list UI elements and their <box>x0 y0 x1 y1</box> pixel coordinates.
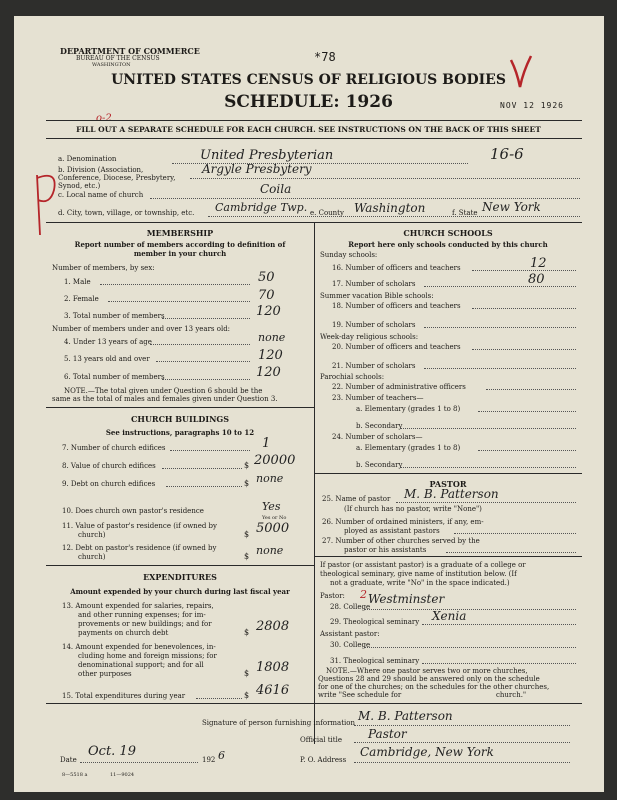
q15-value[interactable]: 4616 <box>256 683 290 698</box>
q13-label-3: provements or new buildings; and for <box>78 620 212 628</box>
q25-value[interactable]: M. B. Patterson <box>404 487 499 501</box>
q10-label: 10. Does church own pastor's residence <box>62 507 204 515</box>
q11-label-2: church) <box>78 531 106 539</box>
pastor-red-mark: 2 <box>360 588 367 601</box>
q5-value[interactable]: 120 <box>258 348 283 363</box>
official-title-value[interactable]: Pastor <box>368 727 407 741</box>
q25-label: 25. Name of pastor <box>322 495 391 503</box>
serial-number: *78 <box>314 50 336 64</box>
city-label: d. City, town, village, or township, etc. <box>58 209 195 217</box>
q14-value[interactable]: 1808 <box>256 660 290 675</box>
q24a-label: a. Elementary (grades 1 to 8) <box>356 444 461 452</box>
official-title-label: Official title <box>300 736 342 744</box>
membership-subtitle-2: member in your church <box>133 249 227 258</box>
q24-label: 24. Number of scholars— <box>332 433 423 441</box>
instruction-banner: FILL OUT A SEPARATE SCHEDULE FOR EACH CHURCH. SEE INSTRUCTIONS ON THE BACK OF THIS SHEET <box>76 125 541 134</box>
buildings-subtitle: See instructions, paragraphs 10 to 12 <box>105 428 255 437</box>
q26-label: 26. Number of ordained ministers, if any, em- <box>322 518 484 526</box>
q16-label: 16. Number of officers and teachers <box>332 264 461 272</box>
county-label: e. County <box>310 209 344 217</box>
q2-label: 2. Female <box>64 295 99 303</box>
schools-subtitle: Report here only schools conducted by this church <box>348 240 548 249</box>
q13-label-2: and other running expenses; for im- <box>78 611 206 619</box>
by-sex-label: Number of members, by sex: <box>52 264 155 272</box>
q30-label: 30. College <box>330 641 371 649</box>
yes-no-hint: Yes or No <box>262 515 287 521</box>
q19-label: 19. Number of scholars <box>332 321 416 329</box>
pastor-note: NOTE.—Where one pastor serves two or more churches, <box>326 667 528 675</box>
state-value[interactable]: New York <box>482 200 541 214</box>
q12-value[interactable]: none <box>256 544 284 557</box>
q15-label: 15. Total expenditures during year <box>62 692 186 700</box>
q31-label: 31. Theological seminary <box>330 657 420 665</box>
q14-label-4: other purposes <box>78 670 132 678</box>
q4-label: 4. Under 13 years of age <box>64 338 152 346</box>
state-label: f. State <box>452 209 478 217</box>
weekday-label: Week-day religious schools: <box>320 333 419 341</box>
received-stamp: NOV 12 1926 <box>500 101 564 110</box>
pastor-instruction-2: theological seminary, give name of institution below. (If <box>320 570 517 578</box>
form-title: UNITED STATES CENSUS OF RELIGIOUS BODIES <box>111 72 506 88</box>
q12-label-2: church) <box>78 553 106 561</box>
form-number: 8—5518 a <box>62 772 88 778</box>
parochial-label: Parochial schools: <box>320 373 385 381</box>
q11-label: 11. Value of pastor's residence (if owned by <box>62 522 217 530</box>
q7-label: 7. Number of church edifices <box>62 444 166 452</box>
schools-title: CHURCH SCHOOLS <box>403 228 493 238</box>
q27-label: 27. Number of other churches served by the <box>322 537 480 545</box>
q8-value[interactable]: 20000 <box>254 453 296 468</box>
schedule-title: SCHEDULE: 1926 <box>224 92 393 112</box>
department-label: DEPARTMENT OF COMMERCE <box>60 46 200 56</box>
buildings-title: CHURCH BUILDINGS <box>131 414 229 424</box>
q10-value[interactable]: Yes <box>262 500 281 513</box>
q13-value[interactable]: 2808 <box>256 619 290 634</box>
membership-title: MEMBERSHIP <box>146 228 214 238</box>
q28-label: 28. College <box>330 603 371 611</box>
q6-value[interactable]: 120 <box>256 365 281 380</box>
expenditures-title: EXPENDITURES <box>143 572 217 582</box>
q29-label: 29. Theological seminary <box>330 618 420 626</box>
signature-label: Signature of person furnishing information <box>202 719 356 727</box>
q11-value[interactable]: 5000 <box>256 521 290 536</box>
pastor-note-3: for one of the churches; on the schedules for the other churches, <box>318 683 550 691</box>
q25-note: (If church has no pastor, write "None") <box>344 505 482 513</box>
q9-value[interactable]: none <box>256 472 284 485</box>
membership-note-2: same as the total of males and females given under Question 3. <box>52 395 278 403</box>
pastor-title: PASTOR <box>429 479 467 489</box>
q12-label: 12. Debt on pastor's residence (if owned by <box>62 544 217 552</box>
pastor-note-4: write "See schedule for <box>318 691 402 699</box>
q14-label-2: cluding home and foreign missions; for <box>78 652 217 660</box>
po-address-value[interactable]: Cambridge, New York <box>360 745 494 759</box>
q20-label: 20. Number of officers and teachers <box>332 343 461 351</box>
q3-label: 3. Total number of members <box>64 312 165 320</box>
division-label: b. Division (Association, Conference, Diocese, Presbytery, Synod, etc.) <box>58 166 176 190</box>
expenditures-subtitle: Amount expended by your church during last fiscal year <box>70 587 290 596</box>
q2-value[interactable]: 70 <box>258 288 275 303</box>
q23a-label: a. Elementary (grades 1 to 8) <box>356 405 461 413</box>
po-address-label: P. O. Address <box>300 756 347 764</box>
q24b-label: b. Secondary <box>356 461 403 469</box>
date-label: Date <box>60 756 77 764</box>
church-name-value[interactable]: Coila <box>260 182 292 196</box>
denomination-code: 16-6 <box>490 145 524 163</box>
q3-value[interactable]: 120 <box>256 304 281 319</box>
city-label: WASHINGTON <box>92 62 131 68</box>
q29-value[interactable]: Xenia <box>432 609 467 623</box>
pastor-instruction: If pastor (or assistant pastor) is a graduate of a college or <box>320 561 526 569</box>
q7-value[interactable]: 1 <box>262 436 271 451</box>
city-value[interactable]: Cambridge Twp. <box>215 201 308 214</box>
q13-label-4: payments on church debt <box>78 629 169 637</box>
pastor-note-2: Questions 28 and 29 should be answered only on the schedule <box>318 675 540 683</box>
q23-label: 23. Number of teachers— <box>332 394 424 402</box>
form-number-2: 11—9024 <box>110 772 135 778</box>
q8-label: 8. Value of church edifices <box>62 462 156 470</box>
q26-label-2: ployed as assistant pastors <box>344 527 440 535</box>
q21-label: 21. Number of scholars <box>332 362 416 370</box>
red-p-annotation-icon <box>28 150 60 240</box>
q27-label-2: pastor or his assistants <box>344 546 427 554</box>
q18-label: 18. Number of officers and teachers <box>332 302 461 310</box>
year-digit[interactable]: 6 <box>218 749 225 762</box>
q5-label: 5. 13 years old and over <box>64 355 150 363</box>
county-value[interactable]: Washington <box>354 201 426 215</box>
division-value[interactable]: Argyle Presbytery <box>202 162 312 176</box>
denomination-value[interactable]: United Presbyterian <box>200 148 334 163</box>
q13-label: 13. Amount expended for salaries, repairs, <box>62 602 214 610</box>
q17-label: 17. Number of scholars <box>332 280 416 288</box>
q16-value[interactable]: 12 <box>530 256 547 271</box>
age-head-label: Number of members under and over 13 years old: <box>52 325 231 333</box>
year-label: 192 <box>202 756 216 764</box>
signature-value[interactable]: M. B. Patterson <box>358 709 453 723</box>
date-value[interactable]: Oct. 19 <box>88 744 136 759</box>
denomination-label: a. Denomination <box>58 155 117 163</box>
membership-subtitle: Report number of members according to definition of <box>74 240 286 249</box>
q1-label: 1. Male <box>64 278 91 286</box>
q14-label-3: denominational support; and for all <box>78 661 204 669</box>
pastor-note-5: church." <box>496 691 527 699</box>
church-name-label: c. Local name of church <box>58 191 144 199</box>
q14-label: 14. Amount expended for benevolences, in- <box>62 643 216 651</box>
check-mark-icon <box>508 54 534 90</box>
q22-label: 22. Number of administrative officers <box>332 383 466 391</box>
q17-value[interactable]: 80 <box>528 272 545 287</box>
membership-note: NOTE.—The total given under Question 6 should be the <box>64 387 263 395</box>
sunday-label: Sunday schools: <box>320 251 378 259</box>
q1-value[interactable]: 50 <box>258 270 275 285</box>
summer-label: Summer vacation Bible schools: <box>320 292 434 300</box>
q6-label: 6. Total number of members <box>64 373 165 381</box>
q28-value[interactable]: Westminster <box>368 592 445 606</box>
bureau-label: BUREAU OF THE CENSUS <box>76 55 160 62</box>
corner-note: o-2 <box>96 113 112 124</box>
q9-label: 9. Debt on church edifices <box>62 480 156 488</box>
pastor-sublabel: Pastor: <box>320 592 345 600</box>
assistant-pastor-label: Assistant pastor: <box>320 630 380 638</box>
q23b-label: b. Secondary <box>356 422 403 430</box>
pastor-instruction-3: not a graduate, write "No" in the space indicated.) <box>330 579 510 587</box>
q4-value[interactable]: none <box>258 331 286 344</box>
